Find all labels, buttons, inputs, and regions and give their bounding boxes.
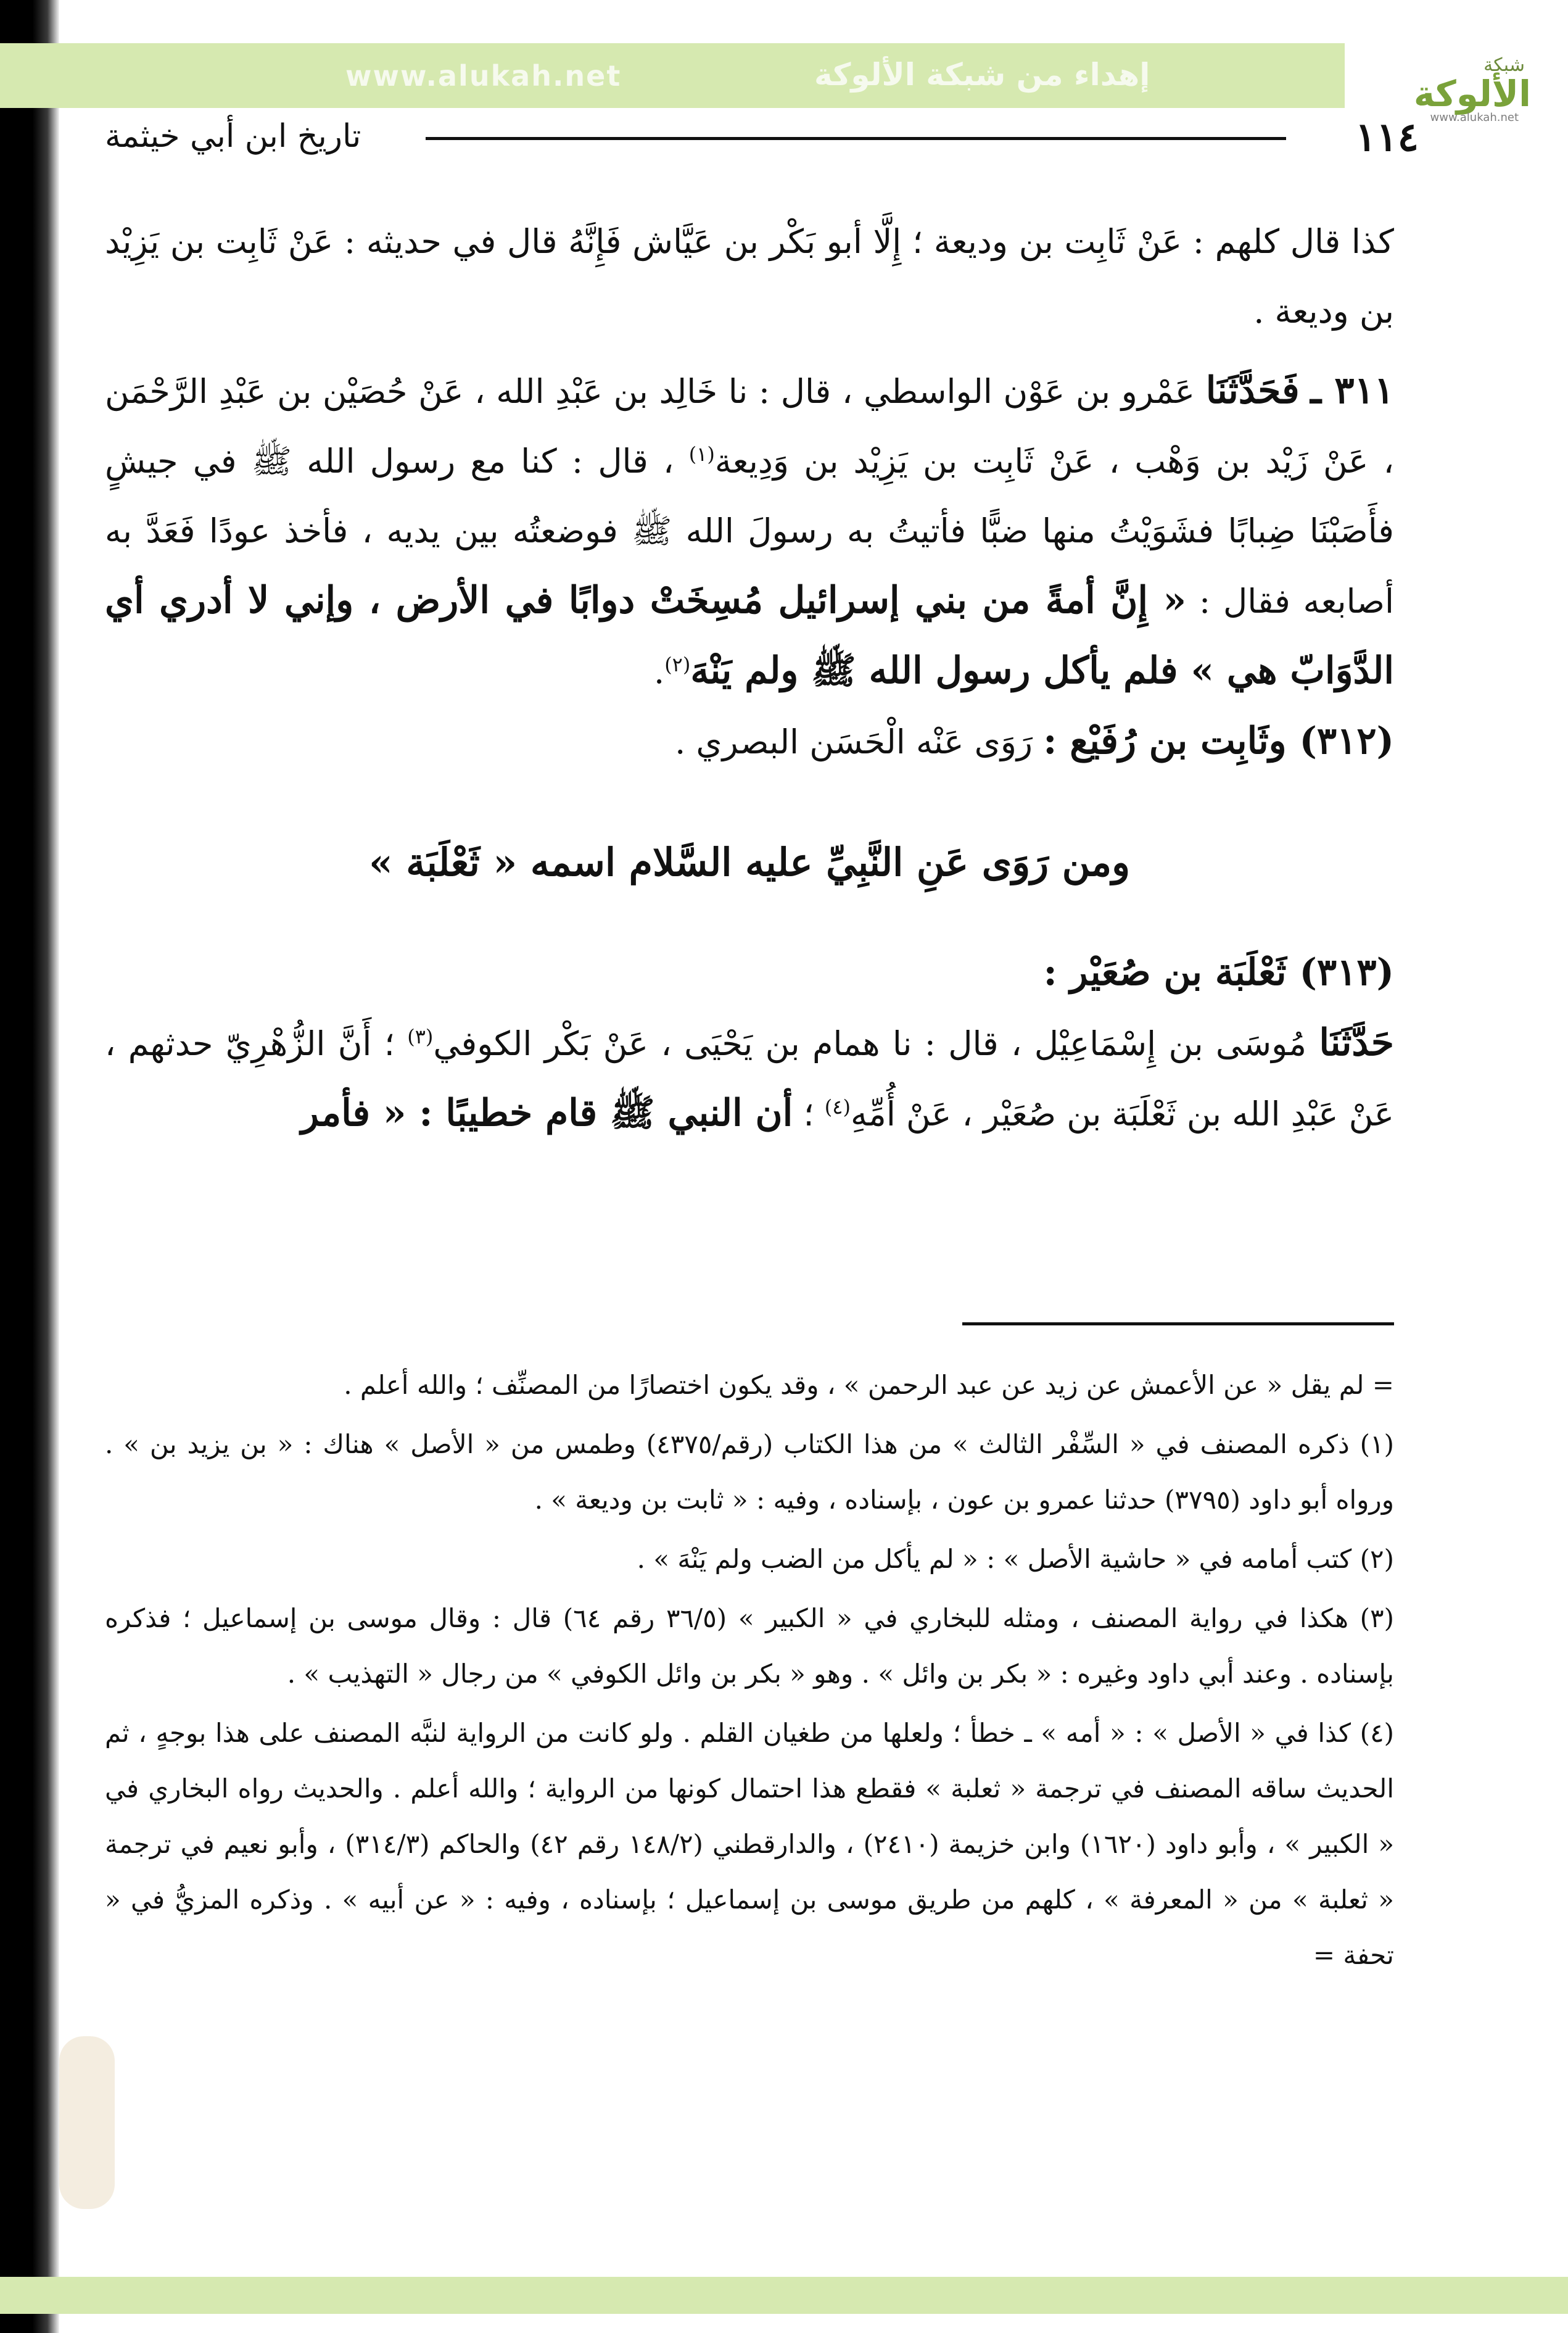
footnote-1: (١) ذكره المصنف في « السِّفْر الثالث » من هذا الكتاب (رقم/٤٣٧٥) وطمس من « الأصل » هناك : « بن يزيد بن » . ورواه أبو داود (٣٧٩٥) حدثنا عمرو بن عون ، بإسناده ، وفيه : « ثابت بن وديعة » . (105, 1429, 1394, 1515)
watermark-banner (0, 43, 1568, 108)
footnote-rule (962, 1322, 1394, 1325)
footnotes (105, 1357, 1394, 1987)
hadith-number-311: ٣١١ ـ (1310, 369, 1394, 412)
hadith-311 (105, 356, 1394, 707)
page-number: ١١٤ (1355, 114, 1419, 160)
footnote-ref-4[interactable]: (٤) (824, 1095, 851, 1119)
entry-312-name: (٣١٢) وثَابِت بن رُفَيْع : (1043, 719, 1394, 763)
watermark-gift-text: إهداء من شبكة الألوكة (814, 57, 1150, 93)
hadith-313 (105, 1008, 1394, 1149)
hadith-311-text: ، قال : كنا مع رسول الله ﷺ في جيشٍ فأَصَبْنَا ضِبابًا فشَوَيْتُ منها ضبًّا فأتيتُ به رسولَ الله ﷺ فوضعتُه بين يديه ، فأخذ عودًا فَعَدَّ به أصابعه فقال : (105, 442, 1394, 621)
watermark-url: www.alukah.net (345, 59, 622, 93)
corner-stamp (59, 2036, 115, 2209)
footnote-ref-2[interactable]: (٢) (664, 653, 691, 676)
paragraph-1: كذا قال كلهم : عَنْ ثَابِت بن وديعة ؛ إِلَّا أبو بَكْر بن عَيَّاش فَإِنَّهُ قال في حديثه : عَنْ ثَابِت بن يَزِيْد بن وديعة . (105, 222, 1394, 331)
entry-313 (105, 938, 1394, 1008)
hadith-311-end: . (654, 652, 665, 691)
entry-312 (105, 707, 1394, 777)
hadith-313-quote: أن النبي ﷺ قام خطيبًا : « فأمر (300, 1092, 793, 1135)
entry-313-name: (٣١٣) ثَعْلَبَة بن صُعَيْر : (1043, 951, 1394, 994)
hadith-311-chain: عَمْرو بن عَوْن الواسطي ، قال : نا خَالِد بن عَبْدِ الله ، عَنْ حُصَيْن بن عَبْدِ الرَّحْمَن ، عَنْ زَيْد بن وَهْب ، عَنْ ثَابِت بن يَزِيْد بن وَدِيعة (105, 372, 1395, 481)
scan-edge (0, 0, 59, 2333)
hadith-311-lead: فَحَدَّثَنَا (1205, 369, 1300, 412)
footnote-4: (٤) كذا في « الأصل » : « أمه » ـ خطأ ؛ ولعلها من طغيان القلم . ولو كانت من الرواية لنبَّه المصنف على هذا بوجهٍ ، ثم الحديث ساقه المصنف في ترجمة « ثعلبة » فقطع هذا احتمال كونها من الرواية ؛ والله أعلم . والحديث رواه البخاري في « الكبير » ، وأبو داود (١٦٢٠) وابن خزيمة (٢٤١٠) ، والدارقطني (١٤٨/٢ رقم ٤٢) والحاكم (٣١٤/٣) ، وأبو نعيم في ترجمة « ثعلبة » من « المعرفة » ، كلهم من طريق موسى بن إسماعيل ؛ بإسناده ، وفيه : « عن أبيه » . وذكره المزيُّ في « تحفة = (105, 1718, 1395, 1970)
logo-top-text: شبكة (1483, 54, 1525, 76)
footnote-ref-3[interactable]: (٣) (407, 1025, 434, 1048)
hadith-313-chain-b: ؛ أَنَّ الزُّهْرِيّ حدثهم ، عَنْ عَبْدِ الله بن ثَعْلَبَة بن صُعَيْر ، عَنْ أُمِّهِ (105, 1024, 1394, 1133)
running-header (105, 114, 1419, 170)
book-title: تاريخ ابن أبي خيثمة (105, 118, 361, 155)
footnote-continued: = لم يقل « عن الأعمش عن زيد عن عبد الرحمن » ، وقد يكون اختصارًا من المصنِّف ؛ والله أعلم . (344, 1370, 1394, 1400)
footnote-ref-1[interactable]: (١) (688, 442, 715, 466)
hadith-313-chain-a: مُوسَى بن إِسْمَاعِيْل ، قال : نا همام بن يَحْيَى ، عَنْ بَكْر الكوفي (433, 1024, 1306, 1063)
entry-312-text: رَوَى عَنْه الْحَسَن البصري . (675, 723, 1033, 761)
hadith-313-lead: حَدَّثَنَا (1319, 1021, 1394, 1064)
logo-main-text: الألوكة (1413, 73, 1531, 115)
bottom-banner (0, 2277, 1568, 2314)
main-text (105, 207, 1394, 1149)
logo-sub-text: www.alukah.net (1430, 111, 1519, 124)
section-heading: ومن رَوَى عَنِ النَّبِيِّ عليه السَّلام اسمه « ثَعْلَبَة » (368, 840, 1131, 885)
footnote-3: (٣) هكذا في رواية المصنف ، ومثله للبخاري في « الكبير » (٣٦/٥ رقم ٦٤) قال : وقال موسى بن إسماعيل ؛ فذكره بإسناده . وعند أبي داود وغيره : « بكر بن وائل » . وهو « بكر بن وائل الكوفي » من رجال « التهذيب » . (105, 1603, 1394, 1689)
footnote-2: (٢) كتب أمامه في « حاشية الأصل » : « لم يأكل من الضب ولم يَنْهَ » . (637, 1544, 1394, 1574)
hadith-311-quote: « إِنَّ أمةً من بني إسرائيل مُسِخَتْ دوابًا في الأرض ، وإني لا أدري أي الدَّوَابّ هي » فلم يأكل رسول الله ﷺ ولم يَنْهَ (105, 579, 1394, 692)
header-rule (426, 137, 1286, 140)
hadith-313-sep: ؛ (803, 1095, 814, 1133)
